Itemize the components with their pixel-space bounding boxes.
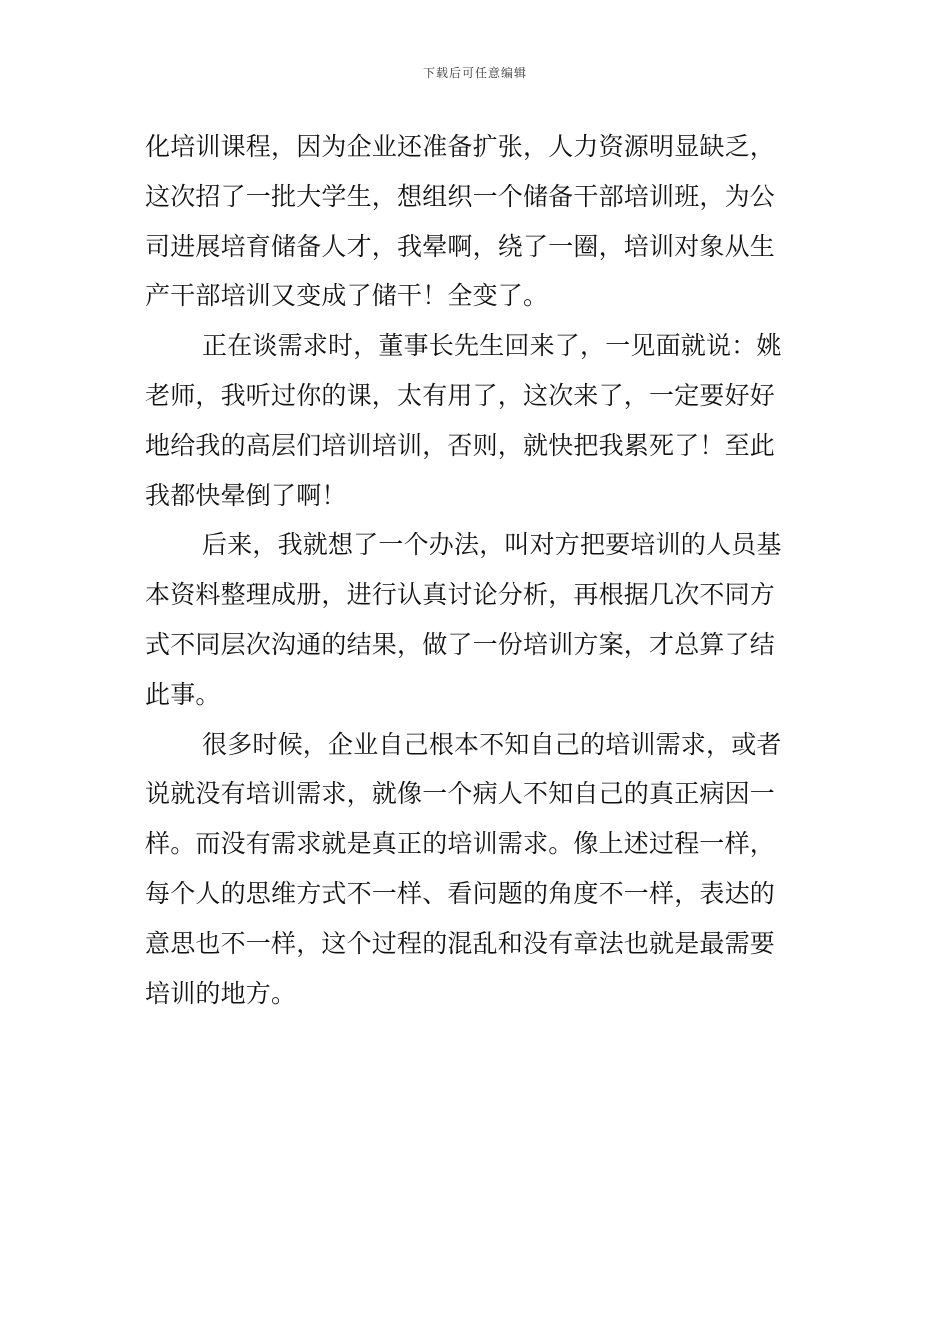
text-line: 这次招了一批大学生，想组织一个储备干部培训班，为公 bbox=[145, 181, 776, 211]
text-line: 本资料整理成册，进行认真讨论分析，再根据几次不同方 bbox=[145, 580, 776, 610]
text-line: 后来，我就想了一个办法，叫对方把要培训的人员基 bbox=[202, 530, 782, 560]
text-line: 化培训课程，因为企业还准备扩张，人力资源明显缺乏， bbox=[145, 132, 776, 161]
text-line: 我都快晕倒了啊！ bbox=[145, 480, 347, 510]
text-line: 培训的地方。 bbox=[145, 978, 297, 1008]
text-line: 产干部培训又变成了储干！全变了。 bbox=[145, 281, 549, 311]
text-line: 式不同层次沟通的结果，做了一份培训方案，才总算了结 bbox=[145, 629, 776, 659]
text-line: 此事。 bbox=[145, 679, 221, 709]
text-line: 很多时候，企业自己根本不知自己的培训需求，或者 bbox=[202, 729, 782, 759]
page-header: 下载后可任意编辑 bbox=[422, 66, 527, 80]
text-line: 地给我的高层们培训培训，否则，就快把我累死了！至此 bbox=[145, 430, 776, 460]
text-line: 正在谈需求时，董事长先生回来了，一见面就说：姚 bbox=[202, 331, 782, 361]
text-line: 老师，我听过你的课，太有用了，这次来了，一定要好好 bbox=[145, 380, 776, 410]
text-line: 每个人的思维方式不一样、看问题的角度不一样，表达的 bbox=[145, 878, 776, 908]
text-line: 意思也不一样，这个过程的混乱和没有章法也就是最需要 bbox=[145, 928, 776, 958]
text-line: 司进展培育储备人才，我晕啊，绕了一圈，培训对象从生 bbox=[145, 231, 776, 261]
text-line: 说就没有培训需求，就像一个病人不知自己的真正病因一 bbox=[145, 779, 776, 809]
document-body bbox=[145, 128, 810, 1024]
text-line: 样。而没有需求就是真正的培训需求。像上述过程一样， bbox=[145, 829, 776, 859]
